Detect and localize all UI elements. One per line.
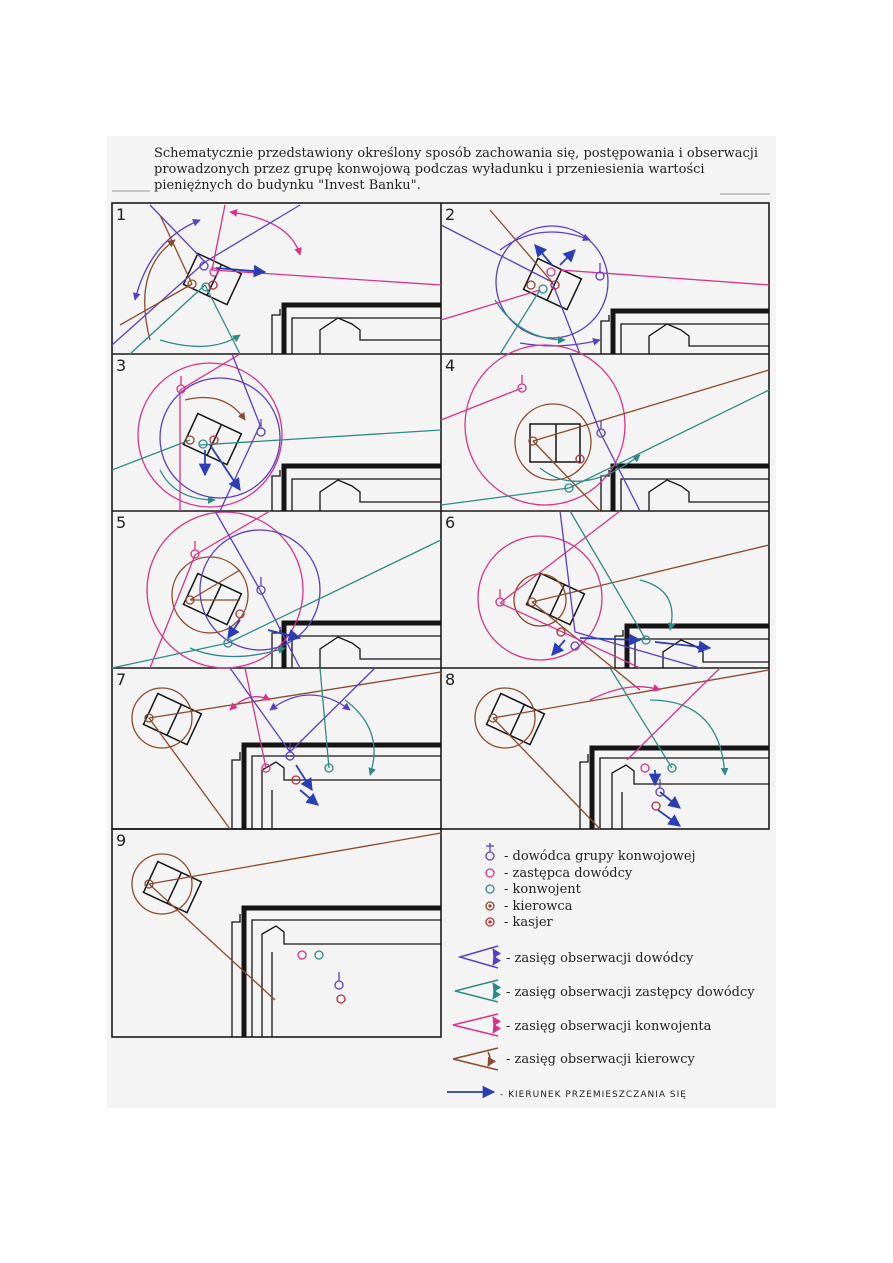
legend-range-driver-symbol [453, 1048, 498, 1070]
panel-7-scene [132, 668, 441, 829]
legend-range-deputy: - zasięg obserwacji zastępcy dowódcy [506, 985, 755, 1000]
legend-range-guard-symbol [453, 1014, 498, 1036]
legend-range-commander: - zasięg obserwacji dowódcy [506, 951, 694, 966]
legend-guard-symbol [486, 885, 494, 893]
observation-ranges [112, 511, 441, 668]
bank-building [615, 626, 769, 668]
panel-8-scene [475, 668, 769, 829]
panel-3-scene [112, 354, 441, 511]
panel-6-scene [478, 511, 769, 690]
panel-4-scene [441, 345, 769, 511]
title-line-2: prowadzonych przez grupę konwojową podczas wyładunku i przeniesienia wartości [154, 162, 705, 177]
legend [447, 843, 755, 1100]
convoy-people [518, 375, 605, 492]
observation-ranges [112, 205, 441, 354]
panel-grid [112, 203, 769, 1037]
panel-5-scene [112, 511, 441, 668]
legend-commander-symbol [486, 843, 494, 860]
legend-deputy-symbol [486, 869, 494, 877]
observation-ranges [132, 833, 441, 1000]
convoy-vehicle [183, 414, 241, 465]
bank-building [601, 311, 769, 354]
panel-number-4: 4 [445, 356, 456, 375]
bank-building [272, 305, 441, 354]
observation-ranges [132, 668, 441, 829]
convoy-people [145, 714, 333, 784]
panel-number-8: 8 [445, 670, 456, 689]
panel-2-scene [441, 210, 769, 354]
legend-guard: - konwojent [504, 882, 581, 897]
convoy-people [527, 263, 604, 293]
convoy-vehicle [486, 694, 544, 745]
legend-movement: - KIERUNEK PRZEMIESZCZANIA SIĘ [500, 1090, 687, 1100]
bank-building [601, 466, 769, 511]
legend-driver: - kierowca [504, 899, 573, 914]
legend-cashier: - kasjer [504, 915, 553, 930]
panel-number-2: 2 [445, 205, 456, 224]
legend-cashier-symbol [486, 918, 494, 926]
observation-ranges [441, 345, 769, 511]
bank-building [272, 466, 441, 511]
panel-1-scene [112, 205, 441, 354]
panel-number-9: 9 [116, 831, 127, 850]
panel-number-3: 3 [116, 356, 127, 375]
legend-range-commander-symbol [460, 946, 498, 968]
title-line-3: pieniężnych do budynku "Invest Banku". [154, 178, 421, 193]
legend-range-deputy-symbol [455, 980, 498, 1002]
legend-range-guard: - zasięg obserwacji konwojenta [506, 1019, 712, 1034]
panel-9-scene [132, 833, 441, 1037]
observation-ranges [478, 511, 769, 690]
panel-number-5: 5 [116, 513, 127, 532]
panel-number-7: 7 [116, 670, 127, 689]
legend-deputy: - zastępca dowódcy [504, 866, 633, 881]
bank-building [272, 623, 441, 668]
bank-building [580, 748, 769, 829]
legend-driver-symbol [486, 902, 494, 910]
observation-ranges [112, 354, 441, 511]
bank-building [232, 908, 441, 1037]
legend-range-driver: - zasięg obserwacji kierowcy [506, 1052, 695, 1067]
panel-number-1: 1 [116, 205, 127, 224]
observation-ranges [441, 210, 769, 354]
title-line-1: Schematycznie przedstawiony określony sposób zachowania się, postępowania i obserwacji [154, 146, 758, 161]
panel-number-6: 6 [445, 513, 456, 532]
legend-commander: - dowódca grupy konwojowej [504, 849, 696, 864]
